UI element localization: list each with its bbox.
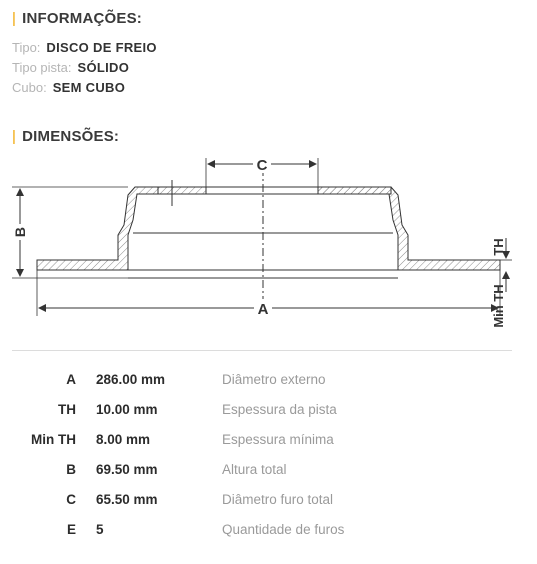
hub-flange-right bbox=[318, 187, 391, 194]
info-section-title bbox=[12, 10, 142, 27]
dim-b-label: B bbox=[12, 226, 28, 238]
info-value: SEM CUBO bbox=[52, 80, 126, 95]
spec-code: C bbox=[66, 492, 76, 507]
brake-disc-diagram bbox=[0, 150, 537, 345]
dim-a-label: A bbox=[257, 301, 269, 318]
spec-description: Espessura mínima bbox=[222, 432, 334, 447]
info-row-hub bbox=[12, 80, 125, 95]
accent-bar: | bbox=[12, 10, 17, 27]
spec-value: 5 bbox=[96, 522, 104, 537]
spec-value: 69.50 mm bbox=[96, 462, 158, 477]
info-label: Cubo: bbox=[12, 80, 47, 95]
spec-code: E bbox=[66, 522, 76, 537]
spec-description: Diâmetro furo total bbox=[222, 492, 334, 507]
spec-code: TH bbox=[58, 402, 76, 417]
spec-description: Altura total bbox=[222, 462, 287, 477]
info-title-text: INFORMAÇÕES: bbox=[22, 10, 143, 27]
disc-section-right bbox=[318, 187, 500, 270]
spec-code: Min TH bbox=[31, 432, 76, 447]
dimensions-section-title bbox=[12, 128, 119, 145]
spec-value: 8.00 mm bbox=[96, 432, 151, 447]
hub-flange-left bbox=[158, 187, 206, 194]
divider bbox=[12, 350, 512, 351]
info-label: Tipo: bbox=[12, 40, 41, 55]
spec-value: 10.00 mm bbox=[96, 402, 158, 417]
spec-description: Espessura da pista bbox=[222, 402, 337, 417]
accent-bar: | bbox=[12, 128, 17, 145]
spec-code: B bbox=[66, 462, 76, 477]
info-value: DISCO DE FREIO bbox=[46, 40, 157, 55]
spec-value: 286.00 mm bbox=[96, 372, 166, 387]
dim-th-label: TH bbox=[491, 238, 506, 256]
info-value: SÓLIDO bbox=[77, 60, 130, 75]
disc-section-left bbox=[37, 187, 158, 270]
dimensions-title-text: DIMENSÕES: bbox=[22, 128, 120, 145]
info-label: Tipo pista: bbox=[12, 60, 72, 75]
dim-min-th-label: Min TH bbox=[491, 284, 506, 328]
dim-c-label: C bbox=[256, 157, 268, 174]
spec-description: Diâmetro externo bbox=[222, 372, 326, 387]
spec-value: 65.50 mm bbox=[96, 492, 158, 507]
info-row-type bbox=[12, 40, 157, 55]
spec-description: Quantidade de furos bbox=[222, 522, 345, 537]
info-row-track-type bbox=[12, 60, 129, 75]
spec-code: A bbox=[66, 372, 76, 387]
